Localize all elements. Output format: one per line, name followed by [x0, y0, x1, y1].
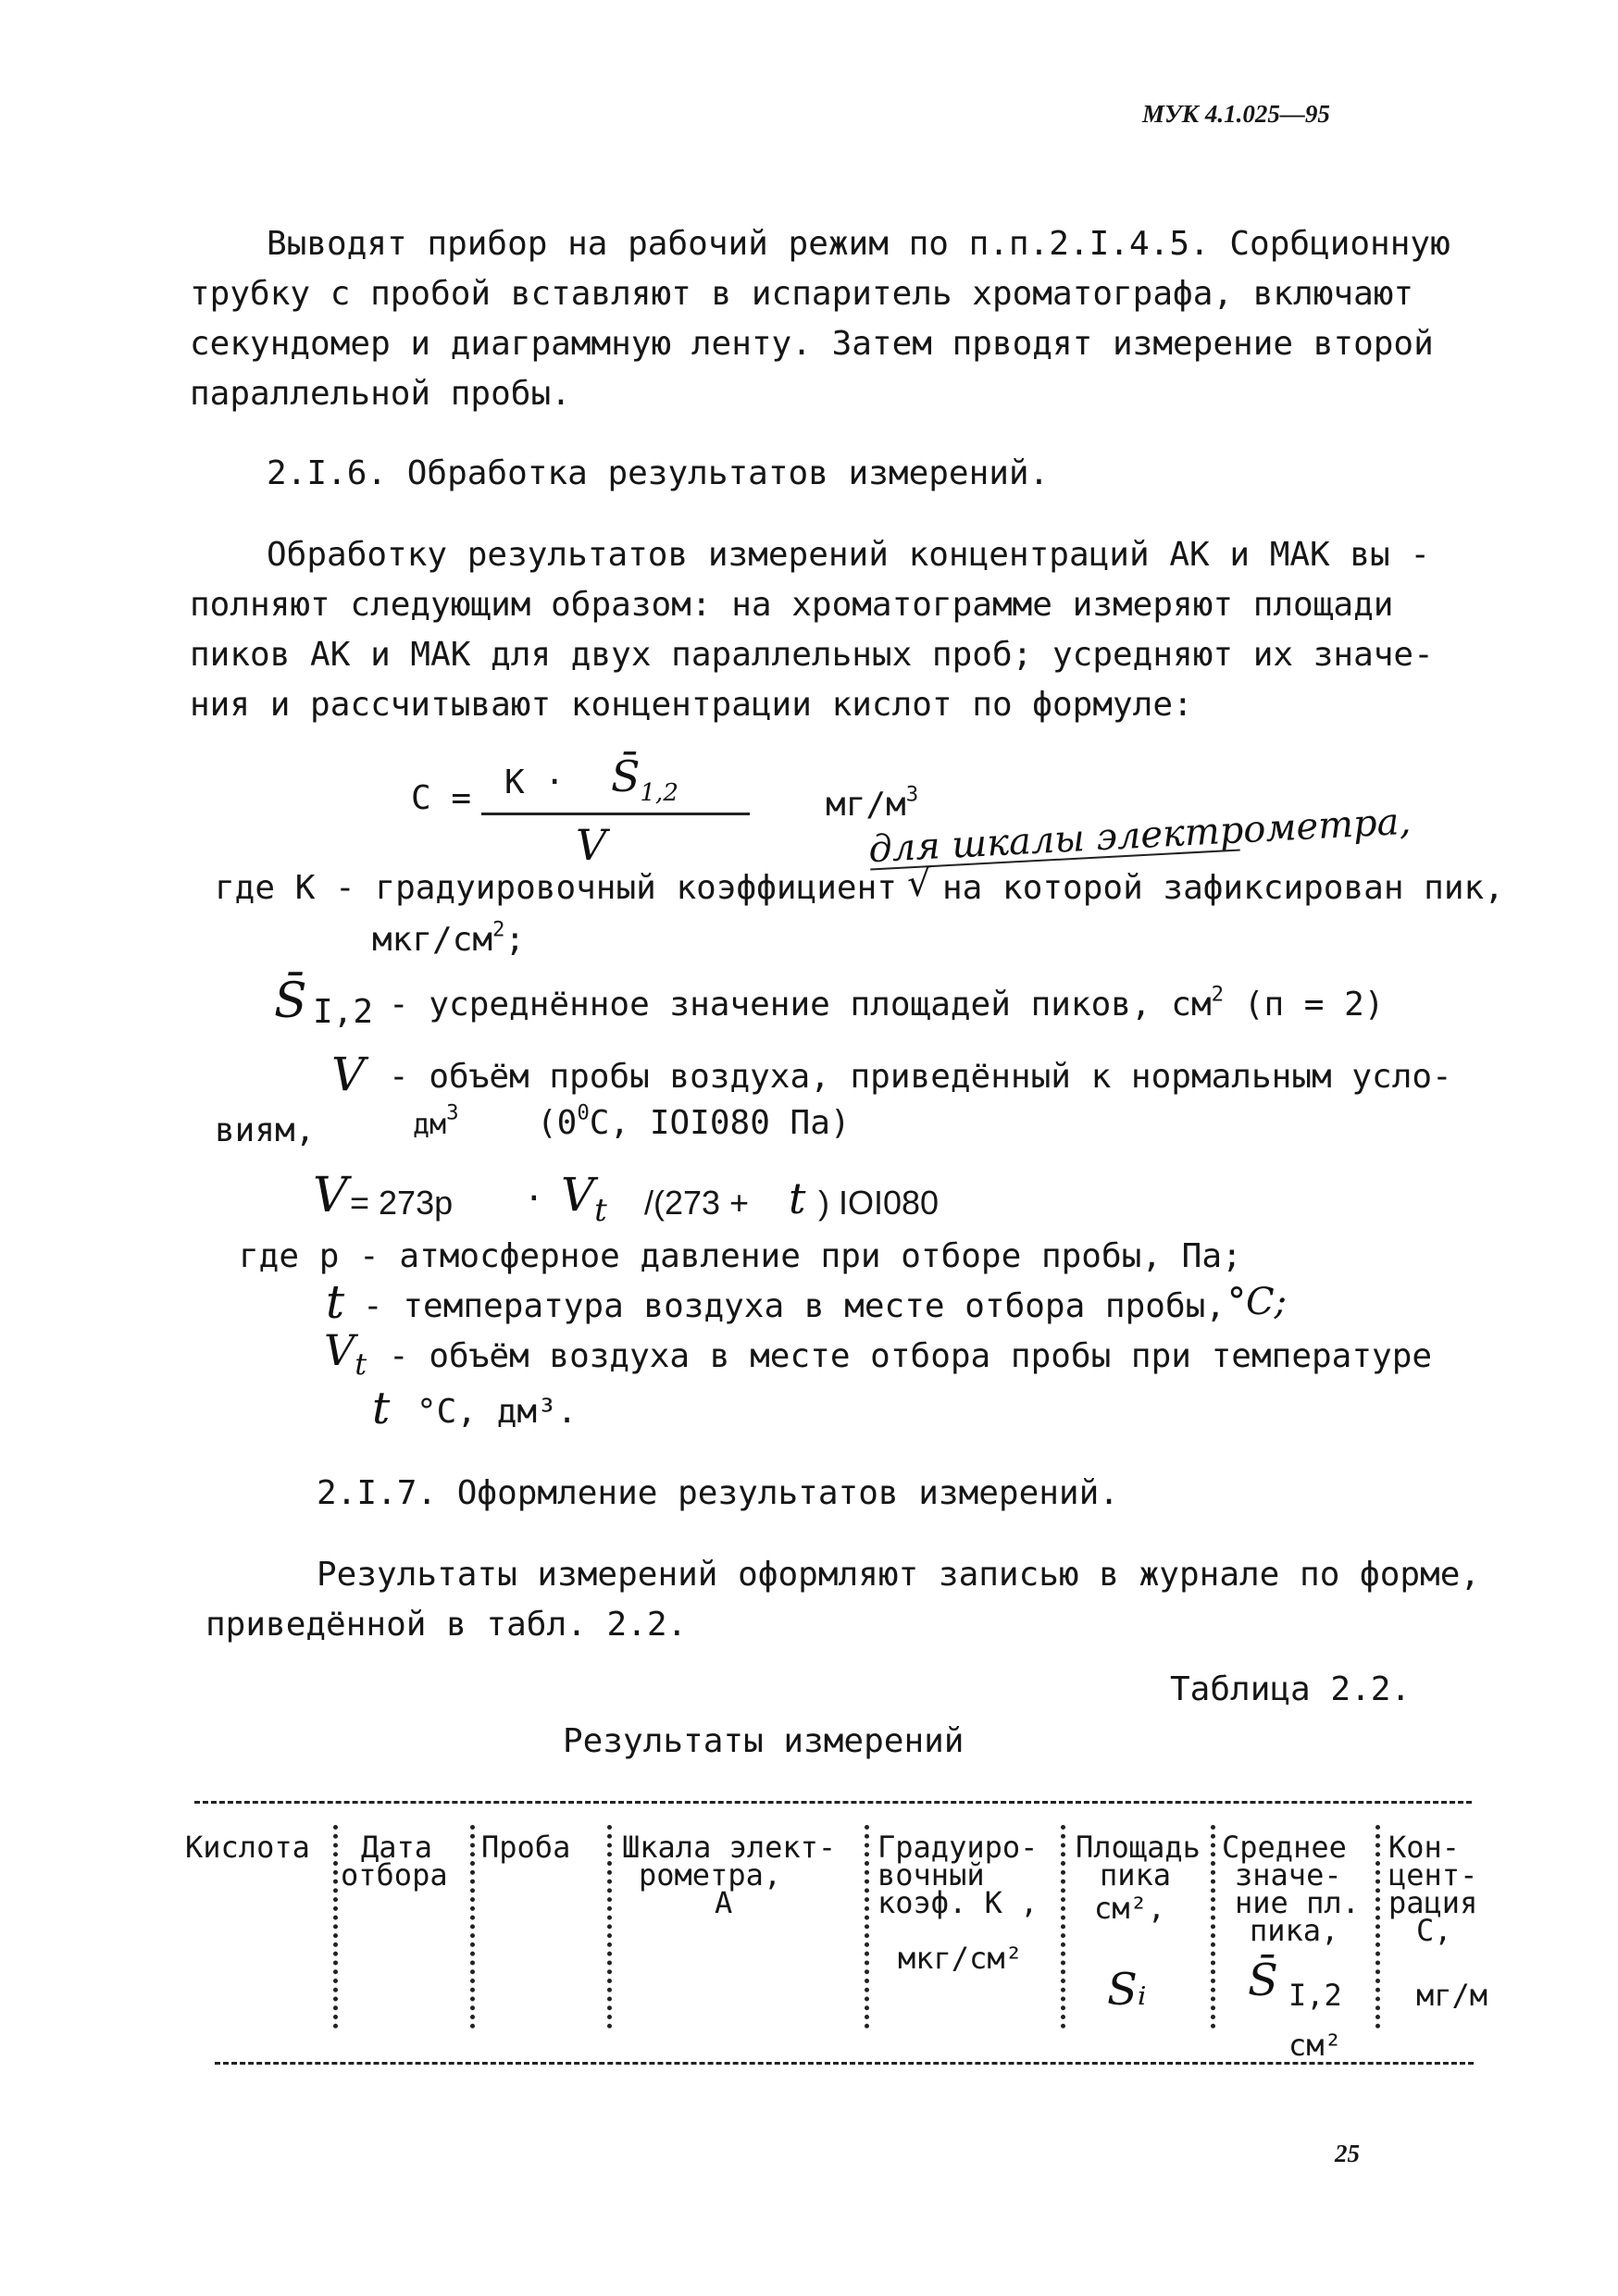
- formula-unit: $мг/м^3$: [826, 782, 919, 824]
- symbol-s-mean-table: S̄: [1248, 1955, 1278, 2006]
- col-header-coef-2: вочный: [877, 1857, 985, 1893]
- col-sep-7: [1375, 1825, 1380, 2029]
- para1-line2: трубку с пробой вставляют в испаритель хроматографа, включают: [190, 275, 1414, 313]
- def-vt-line2-t: t: [372, 1383, 391, 1434]
- table-top-rule: [194, 1801, 1472, 1804]
- formula-numerator-s: $S̄_{1,2}$: [611, 751, 678, 808]
- col-sep-1: [333, 1825, 338, 2029]
- col-header-conc-4: С,: [1416, 1913, 1452, 1948]
- formula2-dot: ·: [524, 1180, 544, 1218]
- col-header-conc-2: цент-: [1388, 1857, 1478, 1893]
- col-sep-3: [607, 1825, 612, 2029]
- col-header-mean-2: значе-: [1235, 1857, 1342, 1893]
- formula2-rest1: /(273 +: [644, 1184, 750, 1222]
- def-t: - температура воздуха в месте отбора пробы,: [363, 1287, 1226, 1325]
- para2-line2: полняют следующим образом: на хроматограмме измеряют площади: [190, 586, 1394, 624]
- col-header-mean-3: ние пл.: [1235, 1885, 1360, 1920]
- formula-numerator-k: К ·: [504, 763, 566, 801]
- table-label: Таблица 2.2.: [1170, 1670, 1412, 1708]
- formula2-v: V: [313, 1168, 348, 1223]
- def-vt-line1: - объём воздуха в месте отбора пробы при температуре: [389, 1337, 1433, 1375]
- col-header-scale-2: рометра,: [639, 1857, 782, 1893]
- para2-line3: пиков АК и МАК для двух параллельных проб; усредняют их значе-: [190, 636, 1434, 674]
- para1-line1: Выводят прибор на рабочий режим по п.п.2.I.4.5. Сорбционную: [267, 225, 1450, 263]
- symbol-s-sub: I,2: [313, 993, 374, 1031]
- col-sep-5: [1061, 1825, 1065, 2029]
- formula-lhs: С =: [411, 779, 472, 817]
- formula2-vt: $V_t$: [561, 1168, 607, 1229]
- col-header-scale-3: А: [715, 1885, 733, 1920]
- def-v-line2a: виям,: [215, 1111, 316, 1149]
- col-sep-4: [865, 1825, 869, 2029]
- symbol-t: t: [326, 1275, 345, 1329]
- def-v-line2c: ($0^0С$, IOI080 Па): [537, 1100, 851, 1142]
- col-header-coef-3: коэф. К ,: [877, 1885, 1039, 1920]
- para1-line3: секундомер и диаграммную ленту. Затем прводят измерение второй: [190, 325, 1434, 363]
- col-header-sample: Проба: [481, 1830, 571, 1865]
- section-217-heading: 2.I.7. Оформление результатов измерений.: [317, 1474, 1119, 1512]
- col-header-acid: Кислота: [185, 1830, 310, 1865]
- fraction-bar: [481, 813, 750, 815]
- document-code: МУК 4.1.025—95: [1142, 100, 1330, 128]
- para2-line4: ния и рассчитывают концентрации кислот по формуле:: [190, 686, 1193, 724]
- formula2-t: t: [789, 1173, 806, 1223]
- col-header-date-1: Дата: [361, 1830, 433, 1865]
- table-bottom-rule: [215, 2062, 1474, 2065]
- table-title: Результаты измерений: [563, 1722, 965, 1760]
- symbol-v: V: [331, 1048, 366, 1101]
- def-k-line1: где К - градуировочный коэффициент: [215, 869, 897, 907]
- section-216-heading: 2.I.6. Обработка результатов измерений.: [267, 454, 1050, 492]
- col-header-mean-4: пика,: [1250, 1913, 1339, 1948]
- insertion-mark: √: [907, 863, 931, 905]
- def-v-line2b: $дм^3$: [413, 1100, 459, 1141]
- col-sep-6: [1211, 1825, 1215, 2029]
- col-header-area-1: Площадь: [1076, 1830, 1201, 1865]
- col-header-coef-4: мкг/см²: [898, 1941, 1023, 1976]
- col-header-conc-3: рация: [1388, 1885, 1478, 1920]
- symbol-vt: $V_t$: [324, 1325, 367, 1383]
- col-header-scale-1: Шкала элект-: [622, 1830, 837, 1865]
- col-header-conc-1: Кон-: [1388, 1830, 1461, 1865]
- symbol-si: Sᵢ: [1107, 1964, 1147, 2016]
- def-v-line1: - объём пробы воздуха, приведённый к нормальным усло-: [389, 1058, 1452, 1096]
- page-number: 25: [1335, 2140, 1360, 2167]
- def-vt-line2: °С, дм³.: [417, 1393, 578, 1431]
- handwritten-note: для шкалы электрометра,: [867, 800, 1413, 872]
- def-k-line2: мкг/$см^2$;: [372, 917, 526, 959]
- col-header-mean-unit: см²: [1288, 2028, 1342, 2063]
- col-sep-2: [470, 1825, 475, 2029]
- col-header-area-2: пика: [1100, 1857, 1172, 1893]
- def-t-unit: °С;: [1227, 1281, 1288, 1323]
- col-header-mean-1: Среднее: [1222, 1830, 1347, 1865]
- col-header-conc-5: мг/м: [1416, 1978, 1488, 2013]
- para3-line2: приведённой в табл. 2.2.: [205, 1606, 688, 1644]
- para1-line4: параллельной пробы.: [190, 375, 571, 413]
- def-k-line1b: на которой зафиксирован пик,: [942, 869, 1504, 907]
- col-header-date-2: отбора: [341, 1857, 448, 1893]
- formula2-rest2: ) IOI080: [818, 1184, 940, 1222]
- symbol-s-mean-table-sub: I,2: [1288, 1978, 1342, 2013]
- formula-denominator: V: [576, 820, 607, 870]
- symbol-s-mean: S̄: [274, 974, 307, 1029]
- col-header-area-3: см²,: [1094, 1891, 1166, 1926]
- para3-line1: Результаты измерений оформляют записью в журнале по форме,: [317, 1556, 1481, 1594]
- para2-line1: Обработку результатов измерений концентраций АК и МАК вы -: [267, 536, 1431, 574]
- col-header-coef-1: Градуиро-: [877, 1830, 1039, 1865]
- formula2-eq: = 273р: [350, 1184, 454, 1222]
- def-s: - усреднённое значение площадей пиков, $см^2$ (п = 2): [389, 982, 1385, 1024]
- def-p: где р - атмосферное давление при отборе пробы, Па;: [239, 1237, 1242, 1275]
